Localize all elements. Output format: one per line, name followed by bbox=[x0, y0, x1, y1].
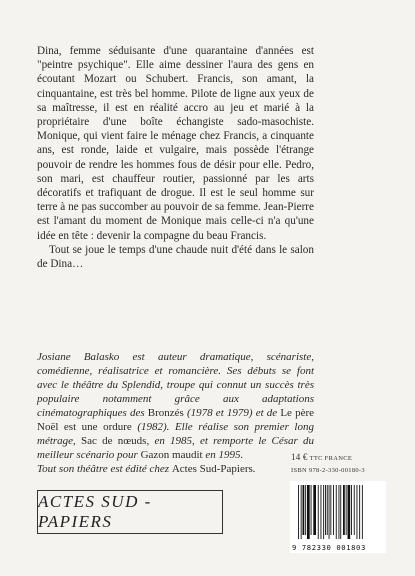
barcode-bar bbox=[311, 485, 312, 535]
barcode-bar bbox=[348, 485, 351, 539]
barcode-bars bbox=[290, 481, 386, 543]
bio-publisher-name: Actes Sud-Papiers bbox=[171, 463, 253, 475]
barcode-bar bbox=[313, 485, 316, 535]
bio-publisher-text-1: Tout son théâtre est édité chez bbox=[37, 463, 172, 475]
bio-work-gazon-maudit: Gazon maudit bbox=[140, 449, 203, 461]
price-value: 14 € bbox=[291, 452, 308, 462]
bio-work-sac-de-noeuds: Sac de nœuds bbox=[81, 435, 147, 447]
barcode-bar bbox=[359, 485, 360, 539]
barcode-bar bbox=[329, 485, 330, 539]
barcode-bar bbox=[336, 485, 337, 539]
author-bio-paragraph-1 bbox=[37, 350, 314, 462]
barcode-bar bbox=[323, 485, 324, 539]
barcode-bar bbox=[354, 485, 355, 535]
barcode-bar bbox=[340, 485, 341, 539]
price-block bbox=[291, 452, 387, 476]
barcode-bar bbox=[301, 485, 302, 539]
author-bio-paragraph-2 bbox=[37, 462, 314, 476]
bio-publisher-text-2: . bbox=[252, 463, 256, 475]
author-bio bbox=[37, 350, 314, 476]
barcode-bar bbox=[318, 485, 319, 539]
publisher-logo-text: ACTES SUD - PAPIERS bbox=[38, 492, 152, 531]
barcode-bar bbox=[343, 485, 345, 535]
barcode-bar bbox=[307, 485, 310, 539]
synopsis bbox=[37, 44, 314, 271]
bio-work-pere-noel: Le père Noël est une ordure bbox=[37, 407, 315, 433]
barcode bbox=[290, 481, 386, 553]
barcode-bar bbox=[327, 485, 328, 535]
barcode-bar bbox=[333, 485, 334, 535]
barcode-digits: 9 782330 001803 bbox=[292, 543, 366, 552]
barcode-bar bbox=[362, 485, 363, 539]
bio-work-bronzes: Bronzés bbox=[147, 407, 184, 419]
barcode-bar bbox=[351, 485, 352, 535]
barcode-bar bbox=[305, 485, 306, 535]
price-line bbox=[291, 452, 387, 464]
isbn: ISBN 978-2-330-00180-3 bbox=[291, 467, 365, 474]
barcode-bar bbox=[346, 485, 347, 535]
barcode-bar bbox=[330, 485, 331, 535]
bio-text-4: , en 1985, et remporte le César du meilleur scénario pour bbox=[37, 435, 314, 461]
barcode-bar bbox=[325, 485, 326, 535]
barcode-bar bbox=[357, 485, 358, 539]
bio-text-2: (1978 et 1979) et de bbox=[183, 407, 281, 419]
barcode-bar bbox=[321, 485, 322, 539]
barcode-bar bbox=[339, 485, 340, 539]
bio-text-3: (1982). Elle réalise son premier long métrage, bbox=[37, 421, 314, 447]
bio-text-5: en 1995. bbox=[202, 449, 244, 461]
synopsis-paragraph-2: Tout se joue le temps d'une chaude nuit d'été dans le salon de Dina… bbox=[37, 243, 314, 271]
synopsis-paragraph-1: Dina, femme séduisante d'une quarantaine d'années est "peintre psychique". Elle aime dessiner l'aura des gens en écoutant Mozart ou Schubert. Francis, son amant, la cinquantaine, est très bel homme. Pilote de ligne aux yeux de sa maîtresse, il est en réalité accro au jeu et marié à la propriétaire d'une boîte échangiste sado-masochiste. Monique, qui vient faire le ménage chez Francis, a cinquante ans, est ronde, laide et vulgaire, mais possède l'étrange pouvoir de rendre les hommes fous de désir pour elle. Pedro, son mari, est chauffeur routier, passionné par les arts décoratifs et trafiquant de drogue. Il est le seul homme sur terre à ne pas succomber au pouvoir de sa femme. Jean-Pierre est l'amant du moment de Monique mais celle-ci n'a qu'une idée en tête : devenir la compagne du beau Francis. bbox=[37, 45, 314, 242]
barcode-bar bbox=[298, 485, 299, 539]
barcode-bar bbox=[303, 485, 305, 535]
publisher-logo bbox=[37, 490, 223, 534]
bio-text-1: Josiane Balasko est auteur dramatique, scénariste, comédienne, réalisatrice et romancière. Ses débuts se font avec le théâtre du Splendid, troupe qui connut un succès très populaire notamment grâce aux adaptations cinématographiques des bbox=[37, 351, 314, 419]
price-tax: TTC FRANCE bbox=[309, 455, 353, 462]
